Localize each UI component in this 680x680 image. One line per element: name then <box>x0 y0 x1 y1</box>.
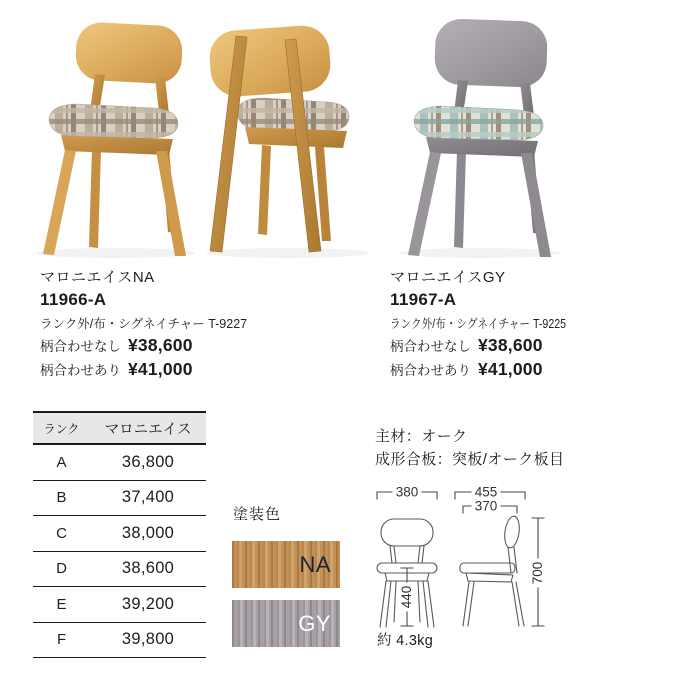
rank-cell: B <box>33 480 90 516</box>
price-label: 柄合わせなし <box>40 339 121 354</box>
rank-cell: D <box>33 551 90 587</box>
chair-photo-na-front <box>20 8 200 260</box>
price-value: ¥38,600 <box>128 335 193 355</box>
chair-photo-na-back <box>200 8 380 260</box>
product-column-header: マロニエイス <box>90 412 206 444</box>
table-row <box>33 587 206 623</box>
price-value: ¥41,000 <box>478 359 543 379</box>
price-label: 柄合わせなし <box>390 339 471 354</box>
price-value: ¥41,000 <box>128 359 193 379</box>
rank-price-table-wrap <box>33 411 206 658</box>
material-main: 主材：オーク <box>375 428 468 445</box>
dim-seat-height-label: 440 <box>399 585 414 609</box>
materials-block <box>375 425 564 471</box>
price-line-match <box>390 359 680 380</box>
rank-cell: F <box>33 622 90 658</box>
product-name: マロニエイスNA <box>40 269 155 286</box>
dim-seat-depth-label: 370 <box>474 498 498 514</box>
chair-side-outline <box>460 515 524 626</box>
dim-front-width-label: 380 <box>395 484 419 500</box>
price-line-no-match <box>390 335 680 356</box>
dimension-diagram <box>368 478 580 636</box>
product-info-na <box>40 266 370 380</box>
chair-photo-gy-front <box>385 8 565 260</box>
product-info-gy <box>390 266 680 380</box>
finish-swatch-label: GY <box>298 610 331 636</box>
table-row <box>33 444 206 480</box>
finish-swatch-label: NA <box>299 551 331 577</box>
table-row <box>33 551 206 587</box>
price-cell: 39,800 <box>90 622 206 658</box>
product-fabric-spec: ランク外/布・シグネイチャー T-9225 <box>390 317 567 331</box>
price-cell: 38,600 <box>90 551 206 587</box>
price-line-match <box>40 359 370 380</box>
rank-cell: C <box>33 516 90 552</box>
weight-label: 約 4.3kg <box>377 633 434 649</box>
price-cell: 36,800 <box>90 444 206 480</box>
finish-color-heading: 塗装色 <box>233 506 282 523</box>
product-code: 11967-A <box>390 290 457 309</box>
dim-overall-depth-label: 455 <box>474 484 498 500</box>
finish-swatch-na <box>232 541 340 588</box>
material-plywood: 成形合板：突板/オーク板目 <box>375 451 565 468</box>
rank-cell: E <box>33 587 90 623</box>
product-name: マロニエイスGY <box>390 269 506 286</box>
table-row <box>33 622 206 658</box>
rank-column-header: ランク <box>33 412 90 444</box>
product-code: 11966-A <box>40 290 107 309</box>
price-cell: 38,000 <box>90 516 206 552</box>
rank-cell: A <box>33 444 90 480</box>
price-label: 柄合わせあり <box>40 363 121 378</box>
price-cell: 37,400 <box>90 480 206 516</box>
table-header-row <box>33 412 206 444</box>
finish-swatch-gy <box>232 600 340 647</box>
table-row <box>33 480 206 516</box>
table-row <box>33 516 206 552</box>
price-cell: 39,200 <box>90 587 206 623</box>
rank-price-table <box>33 411 206 658</box>
product-fabric-spec: ランク外/布・シグネイチャー T-9227 <box>40 317 248 331</box>
dim-overall-height-label: 700 <box>530 561 545 585</box>
price-line-no-match <box>40 335 370 356</box>
price-value: ¥38,600 <box>478 335 543 355</box>
price-label: 柄合わせあり <box>390 363 471 378</box>
